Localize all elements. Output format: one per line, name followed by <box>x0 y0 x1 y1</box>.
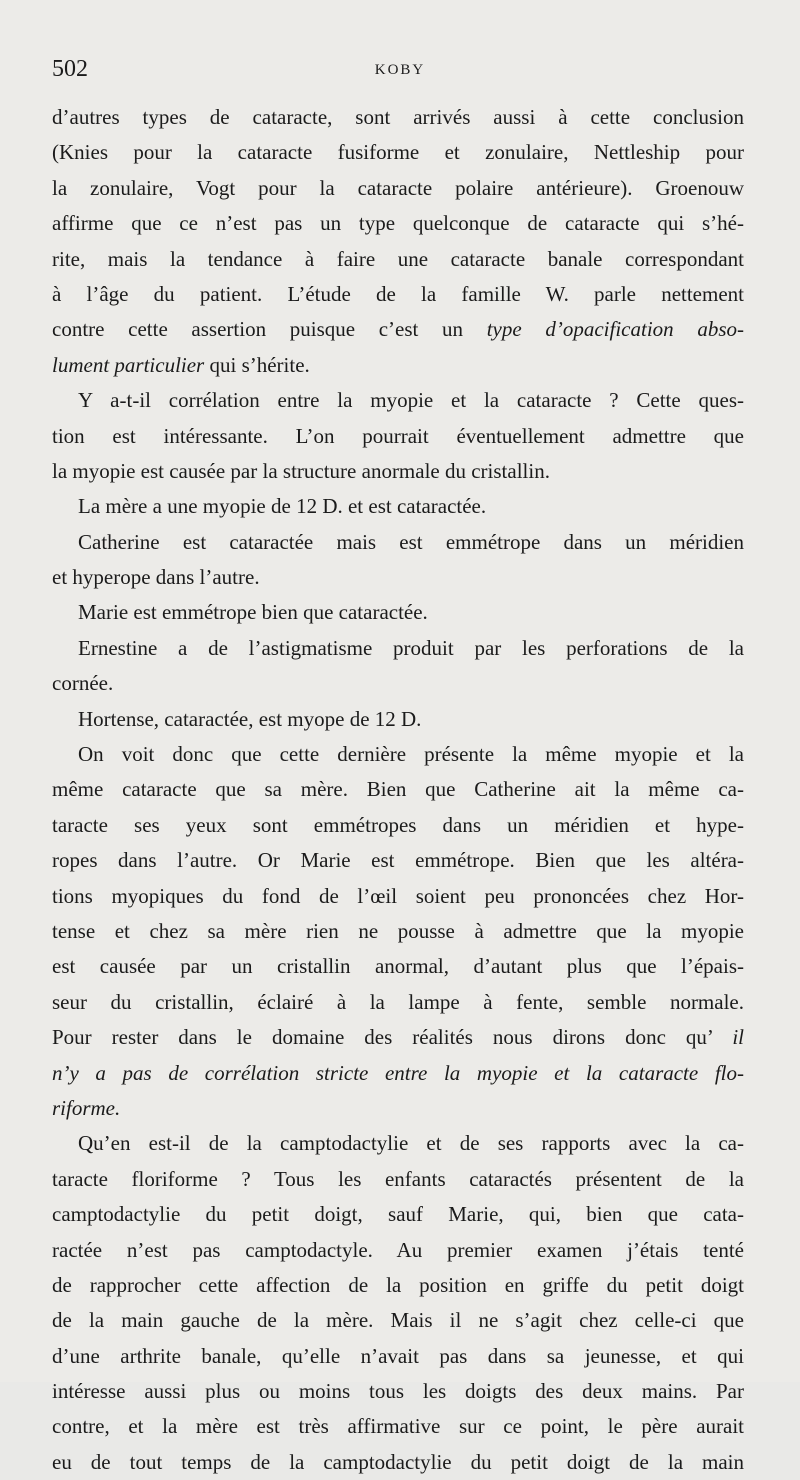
text-line <box>52 666 744 701</box>
text-line <box>52 985 744 1020</box>
line-text: Y a-t-il corrélation entre la myopie et la cataracte ? Cette ques- <box>78 388 744 413</box>
line-text: contre cette assertion puisque c’est un <box>52 317 487 342</box>
line-text: rite, mais la tendance à faire une cataracte banale correspondant <box>52 246 744 271</box>
text-line <box>52 135 744 170</box>
line-text: Catherine est cataractée mais est emmétrope dans un méridien <box>78 529 744 554</box>
line-text: tense et chez sa mère rien ne pousse à admettre que la myopie <box>52 918 744 943</box>
line-text: eu de tout temps de la camptodactylie du petit doigt de la main <box>52 1449 744 1474</box>
text-line <box>52 348 744 383</box>
text-line <box>52 454 744 489</box>
text-line <box>52 1409 744 1444</box>
line-text: taracte floriforme ? Tous les enfants cataractés présentent de la <box>52 1166 744 1191</box>
line-text: Pour rester dans le domaine des réalités nous dirons donc qu’ <box>52 1025 733 1050</box>
line-text: de rapprocher cette affection de la position en griffe du petit doigt <box>52 1272 744 1297</box>
text-line <box>52 949 744 984</box>
text-line <box>52 242 744 277</box>
text-line <box>52 1162 744 1197</box>
line-text: contre, et la mère est très affirmative sur ce point, le père aurait <box>52 1414 744 1439</box>
text-line <box>52 808 744 843</box>
line-text: la zonulaire, Vogt pour la cataracte polaire antérieure). Groenouw <box>52 175 744 200</box>
body-text <box>52 100 744 1480</box>
text-line <box>52 1126 744 1161</box>
text-line <box>52 631 744 666</box>
line-text: taracte ses yeux sont emmétropes dans un méridien et hype- <box>52 812 744 837</box>
line-text: tions myopiques du fond de l’œil soient peu prononcées chez Hor- <box>52 883 744 908</box>
line-italic-text: il <box>732 1025 744 1050</box>
text-line <box>52 525 744 560</box>
text-line <box>52 1091 744 1126</box>
line-text: même cataracte que sa mère. Bien que Catherine ait la même ca- <box>52 777 744 802</box>
text-line <box>52 914 744 949</box>
line-text-after: qui s’hérite. <box>204 352 310 377</box>
text-line <box>52 737 744 772</box>
line-text: On voit donc que cette dernière présente la même myopie et la <box>78 742 744 767</box>
text-line <box>52 1197 744 1232</box>
running-head: KOBY <box>374 62 426 78</box>
text-line <box>52 702 744 737</box>
line-text: Ernestine a de l’astigmatisme produit par les perforations de la <box>78 635 744 660</box>
line-text: (Knies pour la cataracte fusiforme et zonulaire, Nettleship pour <box>52 140 744 165</box>
line-text: intéresse aussi plus ou moins tous les doigts des deux mains. Par <box>52 1379 744 1404</box>
line-text: d’une arthrite banale, qu’elle n’avait pas dans sa jeunesse, et qui <box>52 1343 744 1368</box>
line-text: camptodactylie du petit doigt, sauf Marie, qui, bien que cata- <box>52 1202 744 1227</box>
text-line <box>52 1374 744 1409</box>
text-line <box>52 1056 744 1091</box>
page-header <box>52 56 748 86</box>
line-text: de la main gauche de la mère. Mais il ne s’agit chez celle-ci que <box>52 1308 744 1333</box>
line-italic-text: riforme. <box>52 1095 121 1120</box>
line-text: cornée. <box>52 671 114 696</box>
text-line <box>52 383 744 418</box>
text-line <box>52 489 744 524</box>
line-text: affirme que ce n’est pas un type quelconque de cataracte qui s’hé- <box>52 211 744 236</box>
text-line <box>52 100 744 135</box>
line-text: Marie est emmétrope bien que cataractée. <box>78 600 428 625</box>
line-text: est causée par un cristallin anormal, d’autant plus que l’épais- <box>52 954 744 979</box>
text-line <box>52 419 744 454</box>
text-line <box>52 1020 744 1055</box>
text-line <box>52 1445 744 1480</box>
line-text: la myopie est causée par la structure anormale du cristallin. <box>52 458 550 483</box>
line-text: et hyperope dans l’autre. <box>52 565 260 590</box>
text-line <box>52 312 744 347</box>
text-line <box>52 1268 744 1303</box>
line-text: tion est intéressante. L’on pourrait éventuellement admettre que <box>52 423 744 448</box>
line-text: La mère a une myopie de 12 D. et est cataractée. <box>78 494 487 519</box>
line-text: Hortense, cataractée, est myope de 12 D. <box>78 706 422 731</box>
line-text: à l’âge du patient. L’étude de la famille W. parle nettement <box>52 281 744 306</box>
line-text: d’autres types de cataracte, sont arrivés aussi à cette conclusion <box>52 105 744 129</box>
text-line <box>52 1303 744 1338</box>
text-line <box>52 843 744 878</box>
text-line <box>52 560 744 595</box>
line-italic-text: lument particulier <box>52 352 205 377</box>
text-line <box>52 772 744 807</box>
line-italic-text: type d’opacification abso- <box>486 317 744 342</box>
text-line <box>52 277 744 312</box>
text-line <box>52 1339 744 1374</box>
line-text: ropes dans l’autre. Or Marie est emmétrope. Bien que les altéra- <box>52 848 744 873</box>
text-line <box>52 206 744 241</box>
line-text: seur du cristallin, éclairé à la lampe à fente, semble normale. <box>52 989 744 1014</box>
text-line <box>52 171 744 206</box>
text-line <box>52 1233 744 1268</box>
text-line <box>52 595 744 630</box>
line-text: Qu’en est-il de la camptodactylie et de ses rapports avec la ca- <box>78 1131 744 1156</box>
text-line <box>52 879 744 914</box>
line-text: ractée n’est pas camptodactyle. Au premier examen j’étais tenté <box>52 1237 744 1262</box>
page-number: 502 <box>52 56 88 82</box>
line-italic-text: n’y a pas de corrélation stricte entre la myopie et la cataracte flo- <box>52 1060 744 1085</box>
